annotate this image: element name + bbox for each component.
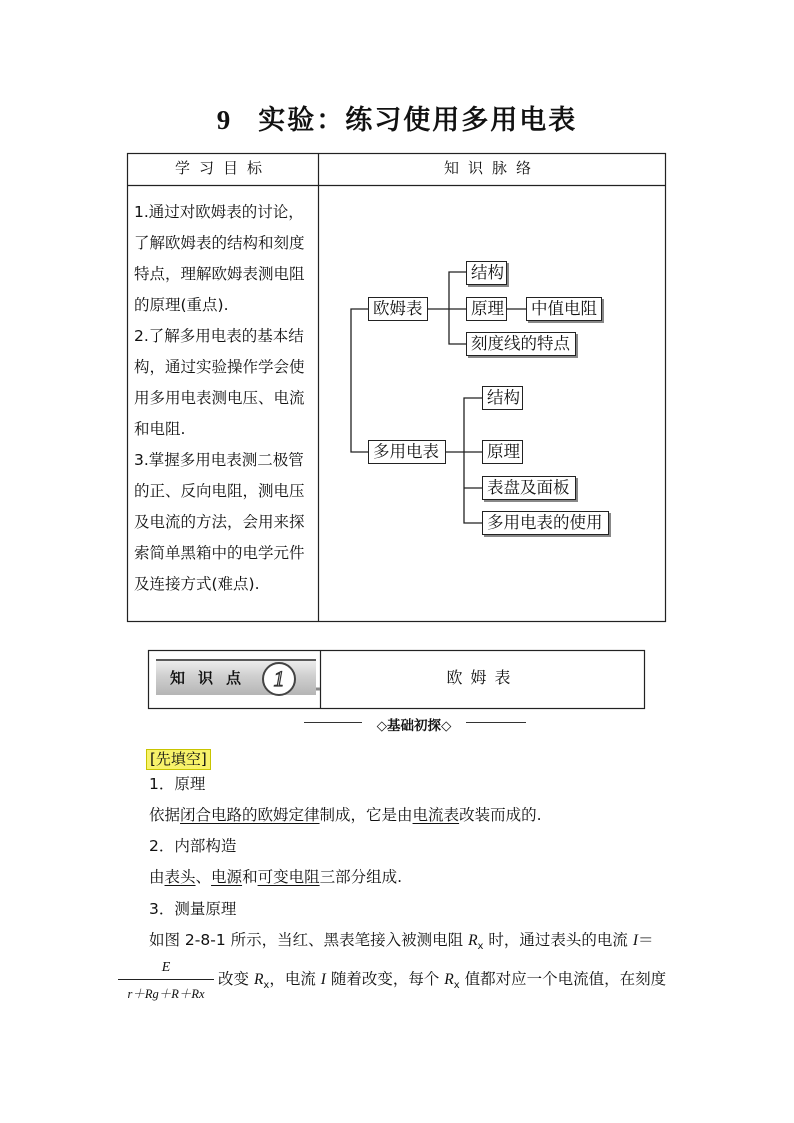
paragraph-measurement: 如图 2-8-1 所示，当红、黑表笔接入被测电阻 $R_x$ 时，通过表头的电流 I＝	[149, 931, 654, 953]
goal-line: 及连接方式(难点).	[134, 575, 260, 593]
node-ohm-structure: 结构	[466, 261, 507, 285]
goal-line: 2.了解多用电表的基本结	[134, 327, 304, 345]
goal-line: 的正、反向电阻，测电压	[134, 482, 305, 500]
node-multimeter: 多用电表	[368, 440, 446, 464]
badge-number: 1	[262, 662, 296, 696]
goal-line: 索简单黑箱中的电学元件	[134, 544, 305, 562]
paragraph-principle: 依据闭合电路的欧姆定律制成，它是由电流表改装而成的.	[149, 806, 542, 824]
section-label: ◇基础初探◇	[376, 718, 452, 734]
underlined-answer: 闭合电路的欧姆定律	[180, 806, 320, 824]
knowledge-point-title: 欧姆表	[446, 668, 519, 687]
underlined-answer: 电流表	[412, 806, 460, 824]
fill-blank-tag: [先填空]	[146, 749, 211, 770]
chapter-number: 9	[216, 105, 233, 135]
heading-measurement: 3．测量原理	[149, 900, 237, 918]
node-scale-features: 刻度线的特点	[466, 332, 576, 356]
heading-structure: 2．内部构造	[149, 837, 237, 855]
node-ohm-principle: 原理	[466, 297, 507, 321]
map-header: 知识脉络	[443, 159, 540, 177]
goal-line: 3.掌握多用电表测二极管	[134, 451, 304, 469]
goal-line: 及电流的方法，会用来探	[134, 513, 305, 531]
goal-line: 用多用电表测电压、电流	[134, 389, 305, 407]
goal-line: 了解欧姆表的结构和刻度	[134, 234, 305, 252]
fraction-numerator: E	[161, 960, 171, 975]
underlined-answer: 电源	[211, 868, 243, 886]
node-dial-panel: 表盘及面板	[482, 476, 576, 500]
underlined-answer: 表头	[164, 868, 196, 886]
fraction-denominator: r＋Rg＋R＋Rx	[127, 987, 205, 1001]
paragraph-measurement-continued: 改变 $R_x$，电流 I 随着改变，每个 $R_x$ 值都对应一个电流值，在刻度	[218, 970, 667, 992]
badge-label: 知识点	[170, 669, 255, 687]
chapter-title: 实验：练习使用多用电表	[258, 105, 578, 136]
node-ohmmeter: 欧姆表	[368, 297, 428, 321]
goal-line: 1.通过对欧姆表的讨论，	[134, 203, 304, 221]
node-multimeter-use: 多用电表的使用	[482, 511, 609, 535]
goal-line: 的原理(重点).	[134, 296, 229, 314]
goal-line: 构，通过实验操作学会使	[134, 358, 305, 376]
node-multi-principle: 原理	[482, 440, 523, 464]
heading-principle: 1．原理	[149, 775, 206, 793]
paragraph-structure: 由表头、电源和可变电阻三部分组成.	[149, 868, 403, 886]
goal-line: 特点，理解欧姆表测电阻	[134, 265, 305, 283]
node-multi-structure: 结构	[482, 386, 523, 410]
node-mid-resistance: 中值电阻	[526, 297, 602, 321]
goal-line: 和电阻.	[134, 420, 186, 438]
goals-header: 学习目标	[174, 159, 271, 177]
underlined-answer: 可变电阻	[257, 868, 320, 886]
